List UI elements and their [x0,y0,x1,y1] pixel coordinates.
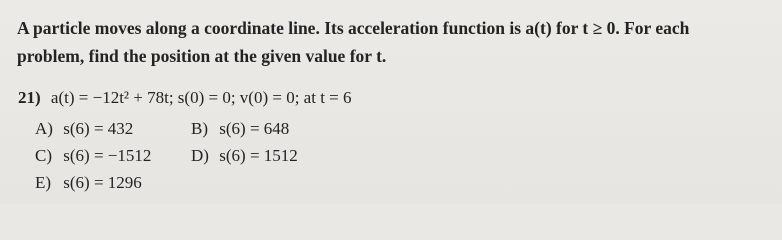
choice-letter: C) [35,146,52,165]
choice-a [35,119,133,139]
choice-text: s(6) = 648 [219,119,290,138]
choice-letter: D) [191,146,209,165]
choice-text: s(6) = 432 [63,119,134,138]
choice-letter: E) [35,173,52,192]
choice-text: s(6) = 1296 [63,173,142,192]
instructions [17,14,777,70]
problem-21 [18,88,352,108]
choice-e [35,173,142,193]
choice-text: s(6) = 1512 [219,146,298,165]
choice-d [191,146,298,166]
choice-text: s(6) = −1512 [63,146,152,165]
problem-statement: a(t) = −12t² + 78t; s(0) = 0; v(0) = 0; at t = 6 [50,88,352,107]
choice-c [35,146,151,166]
problem-number: 21) [18,88,41,107]
instructions-line-1: A particle moves along a coordinate line. Its acceleration function is a(t) for t ≥ 0. For each [17,18,690,38]
choice-letter: B) [191,119,208,138]
instructions-line-2: problem, find the position at the given value for t. [17,46,387,66]
choice-letter: A) [35,119,53,138]
choice-b [191,119,289,139]
